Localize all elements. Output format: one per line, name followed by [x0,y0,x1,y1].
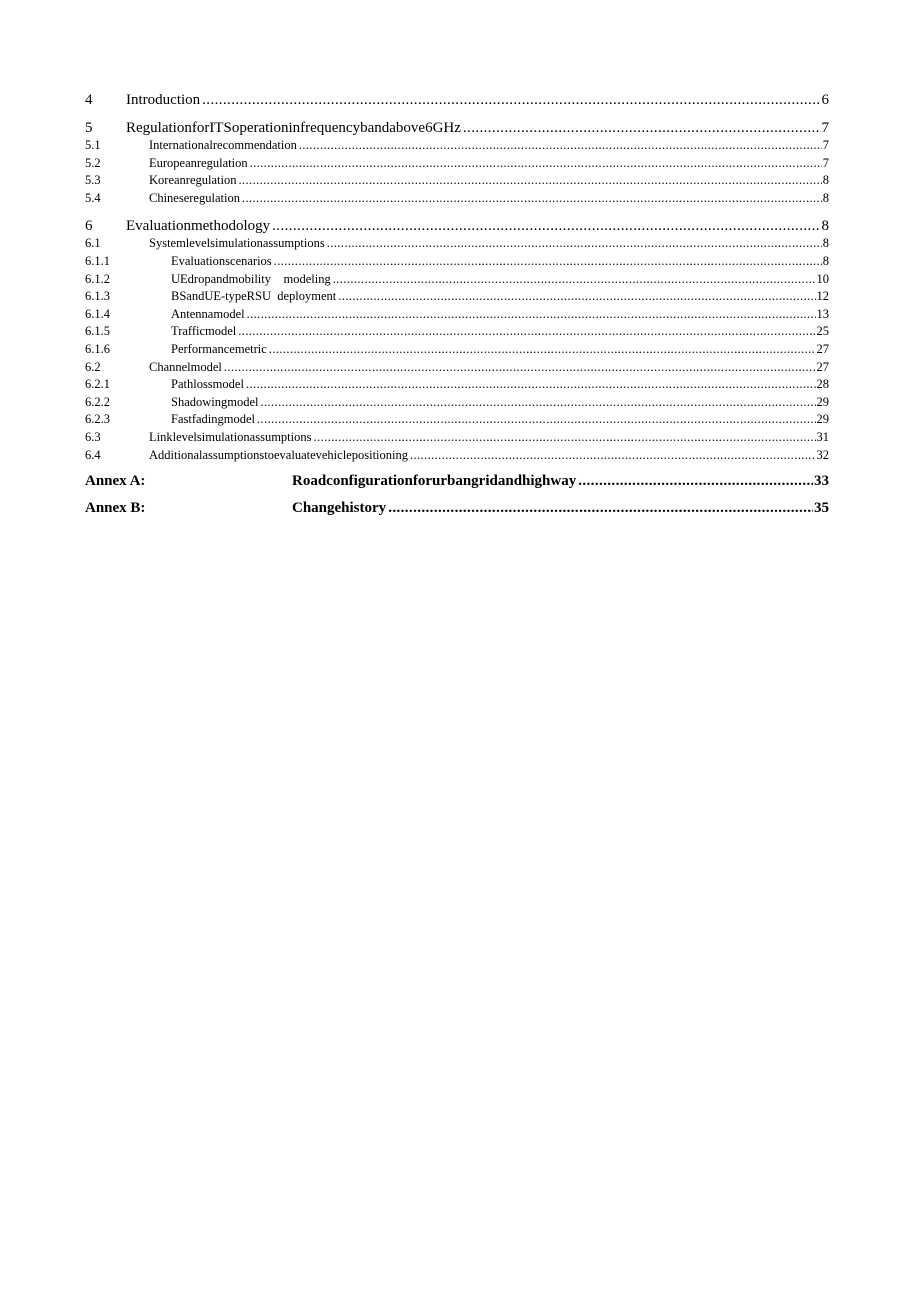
toc-entry-page: 7 [822,155,829,170]
dot-leader [246,376,816,394]
toc-entry-title: RegulationforITSoperationinfrequencybandabove6GHz [126,120,461,136]
toc-entry-number: 5.1 [85,138,101,152]
dot-leader [299,137,822,155]
dot-leader [327,235,822,253]
dot-leader [274,253,822,271]
toc-entry-6-2-3[interactable] [85,411,829,429]
toc-entry-page: 27 [816,341,829,356]
toc-entry-number: 6.2 [85,359,101,374]
toc-entry-page: 31 [816,429,829,444]
dot-leader [314,429,816,447]
toc-entry-page: 8 [822,190,829,205]
toc-entry-page: 27 [816,359,829,374]
toc-entry-page: 8 [822,236,829,251]
toc-entry-title: Chineseregulation [149,190,240,205]
toc-entry-page: 25 [816,324,829,339]
toc-entry-page: 7 [822,138,829,152]
toc-entry-6-1-4[interactable] [85,306,829,324]
toc-entry-number: 5.3 [85,173,101,188]
dot-leader [272,217,820,235]
dot-leader [238,172,821,190]
toc-entry-number: 6.1.3 [85,289,110,304]
toc-annex-a[interactable] [85,472,829,491]
toc-entry-5-3[interactable] [85,172,829,190]
dot-leader [333,271,816,289]
toc-entry-6-1-2[interactable] [85,271,829,289]
toc-entry-6-1[interactable] [85,235,829,253]
toc-entry-title: Pathlossmodel [171,377,244,392]
toc-entry-page: 7 [821,120,829,136]
toc-entry-6[interactable] [85,217,829,235]
toc-entry-title: Evaluationmethodology [126,218,271,235]
toc-entry-title: Performancemetric [171,341,267,356]
toc-entry-6-1-6[interactable] [85,341,829,359]
toc-entry-number: 6.1.1 [85,253,110,268]
toc-entry-6-1-1[interactable] [85,253,829,271]
toc-entry-page: 8 [822,173,829,188]
dot-leader [410,447,816,465]
toc-entry-number: 6.1.4 [85,306,110,321]
toc-entry-title: Antennamodel [171,306,245,321]
dot-leader [388,499,813,518]
toc-entry-6-2-2[interactable] [85,394,829,412]
toc-entry-6-2[interactable] [85,359,829,377]
toc-entry-6-3[interactable] [85,429,829,447]
dot-leader [242,190,822,208]
toc-entry-title: Evaluationscenarios [171,253,272,268]
toc-entry-6-1-5[interactable] [85,323,829,341]
toc-entry-number: 5.2 [85,155,101,170]
dot-leader [338,288,815,306]
toc-entry-number: 4 [85,92,93,108]
toc-annex-page: 35 [814,500,829,517]
toc-entry-5-4[interactable] [85,190,829,208]
dot-leader [269,341,816,359]
dot-leader [257,411,815,429]
toc-entry-4[interactable] [85,91,829,109]
toc-entry-title: Introduction [126,92,201,108]
toc-entry-page: 32 [816,447,829,462]
toc-entry-page: 8 [821,218,829,235]
toc-entry-title: Systemlevelsimulationassumptions [149,236,325,251]
table-of-contents [85,91,829,518]
toc-entry-page: 12 [816,289,829,304]
toc-entry-6-2-1[interactable] [85,376,829,394]
toc-entry-5[interactable] [85,119,829,137]
toc-entry-title: Fastfadingmodel [171,412,256,427]
toc-entry-5-2[interactable] [85,155,829,173]
toc-entry-number: 6.1.5 [85,324,110,339]
toc-entry-title: Internationalrecommendation [149,138,297,152]
toc-entry-title: Trafficmodel [171,324,237,339]
toc-entry-6-4[interactable] [85,447,829,465]
toc-entry-page: 13 [816,306,829,321]
toc-annex-label: Annex A: [85,473,146,490]
toc-entry-page: 29 [816,394,829,409]
toc-entry-number: 6.3 [85,429,101,444]
toc-entry-number: 6.2.2 [85,394,110,409]
dot-leader [224,359,816,377]
toc-entry-title: Linklevelsimulationassumptions [149,429,312,444]
toc-annex-label: Annex B: [85,500,146,517]
toc-annex-title: Changehistory [292,500,387,517]
toc-entry-page: 10 [816,271,829,286]
toc-entry-number: 5 [85,120,93,136]
toc-entry-page: 28 [816,377,829,392]
toc-entry-6-1-3[interactable] [85,288,829,306]
toc-entry-number: 6.2.1 [85,377,110,392]
toc-entry-title: Additionalassumptionstoevaluatevehiclepositioning [149,447,408,462]
toc-entry-title: Shadowingmodel [171,394,259,409]
toc-entry-number: 6.1.2 [85,271,110,286]
toc-entry-title: Koreanregulation [149,173,237,188]
toc-entry-page: 8 [822,253,829,268]
toc-entry-5-1[interactable] [85,137,829,155]
dot-leader [238,323,815,341]
toc-entry-number: 6.4 [85,447,101,462]
dot-leader [250,155,822,173]
dot-leader [578,472,813,491]
dot-leader [202,91,820,109]
toc-entry-number: 6 [85,218,93,235]
toc-entry-number: 6.1.6 [85,341,110,356]
toc-entry-title: UEdropandmobility modeling [171,271,331,286]
toc-entry-page: 6 [821,92,829,108]
toc-entry-page: 29 [816,412,829,427]
toc-annex-title: Roadconfigurationforurbangridandhighway [292,473,577,490]
toc-entry-number: 6.2.3 [85,412,110,427]
toc-entry-title: Channelmodel [149,359,222,374]
toc-entry-number: 6.1 [85,236,101,251]
dot-leader [261,394,816,412]
toc-entry-title: Europeanregulation [149,155,248,170]
dot-leader [247,306,816,324]
dot-leader [463,119,821,137]
toc-annex-page: 33 [814,473,829,490]
toc-annex-b[interactable] [85,499,829,518]
toc-entry-number: 5.4 [85,190,101,205]
toc-entry-title: BSandUE-typeRSU deployment [171,289,337,304]
